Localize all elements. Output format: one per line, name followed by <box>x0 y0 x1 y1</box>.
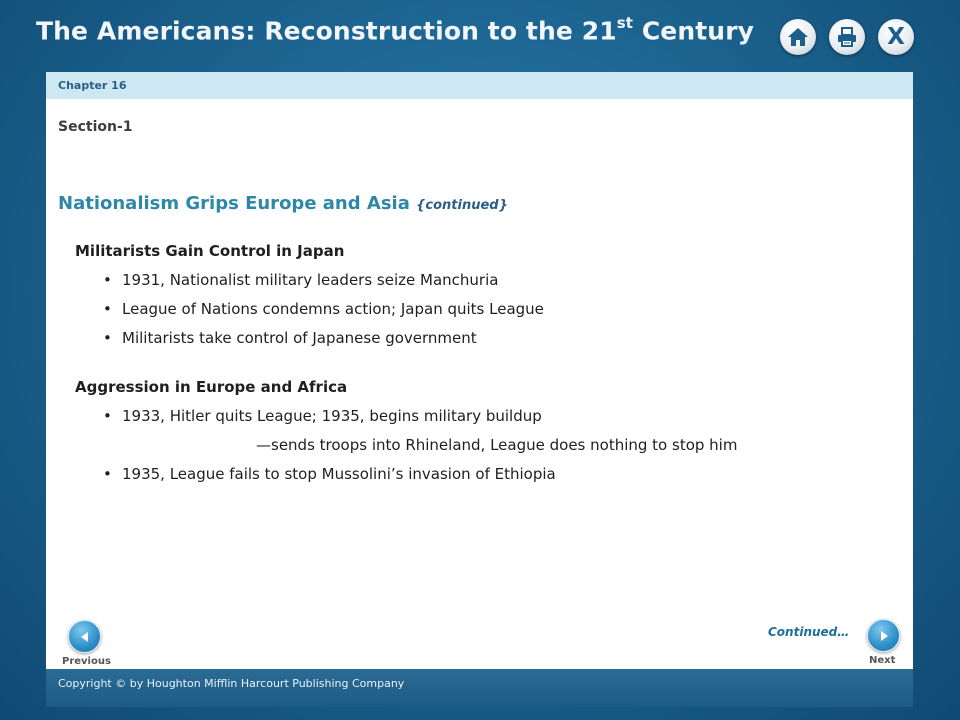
bullet-item: • 1931, Nationalist military leaders seize Manchuria <box>122 271 498 289</box>
home-button[interactable] <box>780 19 816 55</box>
section-label: Section-1 <box>58 119 133 135</box>
print-button[interactable] <box>829 19 865 55</box>
arrow-left-icon <box>78 630 92 644</box>
next-button[interactable] <box>867 619 900 652</box>
content-panel <box>46 72 913 707</box>
subheading-europe-africa: Aggression in Europe and Africa <box>75 378 348 396</box>
bullet-item: • Militarists take control of Japanese government <box>122 329 477 347</box>
close-button[interactable] <box>878 19 914 55</box>
copyright-text: Copyright © by Houghton Mifflin Harcourt Publishing Company <box>58 677 405 690</box>
bullet-item: • 1935, League fails to stop Mussolini’s invasion of Ethiopia <box>122 465 556 483</box>
title-end: Century <box>633 16 755 46</box>
bullet-item: • 1933, Hitler quits League; 1935, begins military buildup <box>122 407 542 425</box>
previous-label[interactable]: Previous <box>62 656 111 667</box>
title-superscript: st <box>616 14 634 32</box>
footer-bar <box>46 669 913 707</box>
slide-heading-main: Nationalism Grips Europe and Asia <box>58 193 417 214</box>
sub-bullet-item: —sends troops into Rhineland, League does nothing to stop him <box>256 436 738 454</box>
title-main: The Americans: Reconstruction to the 21 <box>36 16 617 46</box>
previous-button[interactable] <box>68 620 101 653</box>
bullet-item: • League of Nations condemns action; Japan quits League <box>122 300 544 318</box>
header-toolbar <box>780 19 914 55</box>
arrow-right-icon <box>877 629 891 643</box>
subheading-japan: Militarists Gain Control in Japan <box>75 242 345 260</box>
chapter-bar: Chapter 16 <box>46 72 913 99</box>
app-title <box>36 16 754 45</box>
continued-label: Continued… <box>768 625 850 639</box>
slide-heading-suffix: {continued} <box>416 198 508 213</box>
next-label[interactable]: Next <box>869 655 896 666</box>
home-icon <box>787 26 809 48</box>
print-icon <box>836 26 858 48</box>
close-icon: X <box>887 23 905 50</box>
slide-heading <box>58 193 508 214</box>
